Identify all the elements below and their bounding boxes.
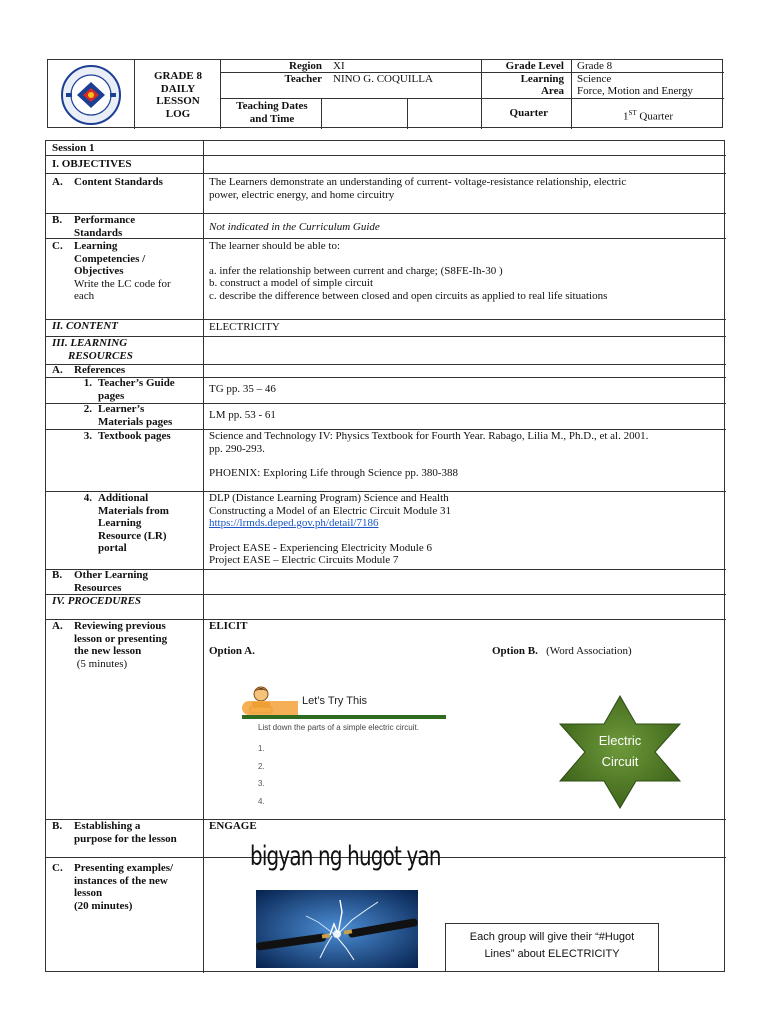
- doc-title: [136, 70, 220, 120]
- list-item: 2.: [258, 761, 265, 771]
- quarter-label: Quarter: [509, 107, 548, 119]
- reviewing-label-line: lesson or presenting: [74, 632, 168, 645]
- references-label-text: References: [74, 364, 126, 376]
- performance-standards-label: [52, 214, 200, 239]
- quarter-number: 1: [622, 110, 629, 123]
- textbook-line: Science and Technology IV: Physics Textbook for Fourth Year. Rabago, Lilia M., Ph.D., et al. 2001.: [209, 430, 649, 442]
- letter-marker: C.: [52, 240, 63, 252]
- content-standards-line: The Learners demonstrate an understanding of current- voltage-resistance relationship, electric: [209, 176, 627, 188]
- option-b-label: Option B.: [492, 645, 538, 657]
- quarter-suffix: Quarter: [636, 110, 673, 123]
- reviewing-label-line: Reviewing previous: [74, 620, 166, 632]
- other-resources-label: [52, 569, 200, 594]
- title-underline: [242, 715, 446, 719]
- lrmds-link[interactable]: https://lrmds.deped.gov.ph/detail/7186: [209, 517, 379, 529]
- session-label: Session 1: [52, 142, 95, 154]
- competencies-intro: The learner should be able to:: [209, 240, 341, 252]
- additional-materials-value: [209, 492, 719, 567]
- competencies-label-line: Write the LC code for: [74, 277, 171, 290]
- star-text-line: Circuit: [601, 754, 639, 769]
- procedures-heading: IV. PROCEDURES: [52, 595, 142, 607]
- performance-label-line: Standards: [74, 226, 123, 239]
- additional-label-line: Additional: [98, 492, 149, 504]
- header-table: [47, 59, 723, 128]
- textbook-label-text: Textbook pages: [98, 430, 171, 442]
- hugot-title: bigyan ng hugot yan: [250, 841, 441, 872]
- textbook-line: pp. 290-293.: [209, 442, 265, 455]
- presenting-label-line: lesson: [74, 887, 103, 899]
- presenting-label-line: Presenting examples/: [74, 862, 174, 874]
- competencies-label-line: each: [74, 290, 95, 302]
- star-text: [556, 730, 684, 772]
- presenting-label: [52, 862, 200, 912]
- hugot-instruction-box: [445, 923, 659, 972]
- letter-marker: B.: [52, 214, 63, 226]
- doc-title-line: GRADE 8: [154, 70, 202, 82]
- letter-marker: B.: [52, 569, 63, 581]
- establishing-label-line: purpose for the lesson: [74, 832, 177, 845]
- competencies-text: [209, 240, 719, 302]
- performance-standards-text: Not indicated in the Curriculum Guide: [209, 221, 380, 233]
- other-resources-line: Other Learning: [74, 569, 149, 581]
- teaching-dates-label: [222, 100, 322, 126]
- content-value: ELECTRICITY: [209, 321, 280, 333]
- letter-marker: A.: [52, 620, 63, 632]
- performance-label-line: Performance: [74, 214, 136, 226]
- lets-try-instruction: List down the parts of a simple electric circuit.: [258, 723, 419, 732]
- competencies-label: [52, 240, 200, 303]
- tg-label-line: pages: [98, 389, 125, 402]
- content-standards-label-text: Content Standards: [74, 176, 163, 188]
- lm-label-line: Learner’s: [98, 403, 145, 415]
- lets-try-this-card: [238, 681, 458, 809]
- learning-resources-line: RESOURCES: [68, 349, 133, 362]
- engage-heading: ENGAGE: [209, 820, 257, 832]
- teachers-guide-label: [52, 377, 200, 402]
- grade-level-value: Grade 8: [577, 60, 613, 72]
- list-item: 3.: [258, 779, 265, 788]
- tg-label-line: Teacher’s Guide: [98, 377, 175, 389]
- title-bar-accent: [242, 701, 298, 715]
- option-b: [492, 645, 632, 658]
- presenting-label-line: (20 minutes): [74, 899, 133, 912]
- number-marker: 4.: [83, 492, 92, 504]
- lets-try-title: Let’s Try This: [302, 695, 368, 707]
- quarter-superscript: ST: [628, 109, 637, 117]
- teacher-label: Teacher: [284, 73, 322, 85]
- teaching-dates-label-line: Teaching Dates: [236, 100, 308, 112]
- additional-label-line: Resource (LR): [98, 529, 167, 542]
- lets-try-list: [258, 740, 265, 810]
- competencies-label-line: Learning: [74, 240, 118, 252]
- objectives-heading: [52, 158, 200, 171]
- teaching-dates-label-line: and Time: [249, 113, 295, 125]
- learning-area-label-line: Learning: [520, 73, 564, 85]
- doc-title-line: LOG: [165, 107, 191, 120]
- number-marker: 2.: [83, 403, 92, 415]
- objectives-heading-text: I. OBJECTIVES: [52, 158, 132, 170]
- letter-marker: A.: [52, 176, 63, 188]
- learning-resources-line: III. LEARNING: [52, 337, 128, 349]
- competency-item: b. construct a model of simple circuit: [209, 277, 374, 289]
- additional-line: Project EASE - Experiencing Electricity Module 6: [209, 541, 432, 554]
- references-label: [52, 364, 200, 377]
- learning-area-value-line: Force, Motion and Energy: [577, 85, 693, 97]
- textbook-label: [52, 430, 200, 443]
- teacher-value: NINO G. COQUILLA: [333, 73, 433, 85]
- quarter-value: [572, 107, 724, 123]
- number-marker: 3.: [83, 430, 92, 442]
- textbook-value: [209, 430, 719, 480]
- learning-resources-label: [52, 337, 200, 362]
- establishing-label-line: Establishing a: [74, 820, 141, 832]
- competencies-label-line: Competencies /: [74, 252, 146, 265]
- hugot-box-line: Each group will give their “#Hugot: [469, 931, 635, 943]
- teachers-guide-value: TG pp. 35 – 46: [209, 383, 276, 395]
- list-item: 4.: [258, 796, 265, 806]
- reviewing-label-line: (5 minutes): [74, 657, 128, 670]
- content-standards-text: [209, 176, 719, 201]
- hugot-box-line: Lines” about ELECTRICITY: [484, 948, 620, 960]
- electric-spark-image: [256, 890, 418, 968]
- letter-marker: C.: [52, 862, 63, 874]
- competency-item: a. infer the relationship between current and charge; (S8FE-Ih-30 ): [209, 264, 503, 277]
- establishing-label: [52, 820, 200, 845]
- learning-area-value-line: Science: [577, 73, 612, 85]
- grade-level-label: Grade Level: [505, 60, 564, 72]
- option-b-note: (Word Association): [546, 645, 632, 657]
- competencies-label-line: Objectives: [74, 265, 124, 277]
- option-a-label: Option A.: [209, 645, 255, 657]
- reviewing-label: [52, 620, 200, 670]
- learning-area-value: [577, 73, 693, 97]
- doc-title-line: DAILY: [160, 82, 196, 95]
- additional-label-line: portal: [98, 542, 127, 554]
- additional-materials-label: [52, 492, 200, 555]
- electric-circuit-star: [556, 693, 684, 811]
- competency-item: c. describe the difference between closed and open circuits as applied to real life situations: [209, 289, 608, 302]
- presenting-label-line: instances of the new: [74, 874, 168, 887]
- lesson-log-table: [45, 140, 725, 972]
- learners-materials-value: LM pp. 53 - 61: [209, 409, 276, 421]
- content-label: II. CONTENT: [52, 320, 119, 332]
- region-value: XI: [333, 60, 345, 72]
- list-item: 1.: [258, 744, 265, 753]
- other-resources-line: Resources: [74, 581, 122, 594]
- additional-line: DLP (Distance Learning Program) Science and Health: [209, 492, 449, 504]
- doc-title-line: LESSON: [156, 95, 200, 107]
- additional-label-line: Learning: [98, 517, 142, 529]
- additional-line: Constructing a Model of an Electric Circuit Module 31: [209, 504, 451, 517]
- learning-area-label-line: Area: [540, 85, 564, 97]
- lm-label-line: Materials pages: [98, 415, 173, 428]
- reviewing-label-line: the new lesson: [74, 645, 142, 657]
- content-standards-line: power, electric energy, and home circuitry: [209, 188, 395, 201]
- star-text-line: Electric: [598, 733, 642, 748]
- additional-label-line: Materials from: [98, 504, 169, 517]
- additional-line: Project EASE – Electric Circuits Module 7: [209, 554, 399, 566]
- letter-marker: A.: [52, 364, 63, 376]
- number-marker: 1.: [83, 377, 92, 389]
- deped-seal-logo: [52, 64, 130, 126]
- learners-materials-label: [52, 403, 200, 428]
- learning-area-label: [484, 73, 564, 97]
- region-label: Region: [289, 60, 322, 72]
- content-standards-label: [52, 176, 200, 189]
- elicit-heading: ELICIT: [209, 620, 248, 632]
- letter-marker: B.: [52, 820, 63, 832]
- textbook-line: PHOENIX: Exploring Life through Science pp. 380-388: [209, 467, 458, 479]
